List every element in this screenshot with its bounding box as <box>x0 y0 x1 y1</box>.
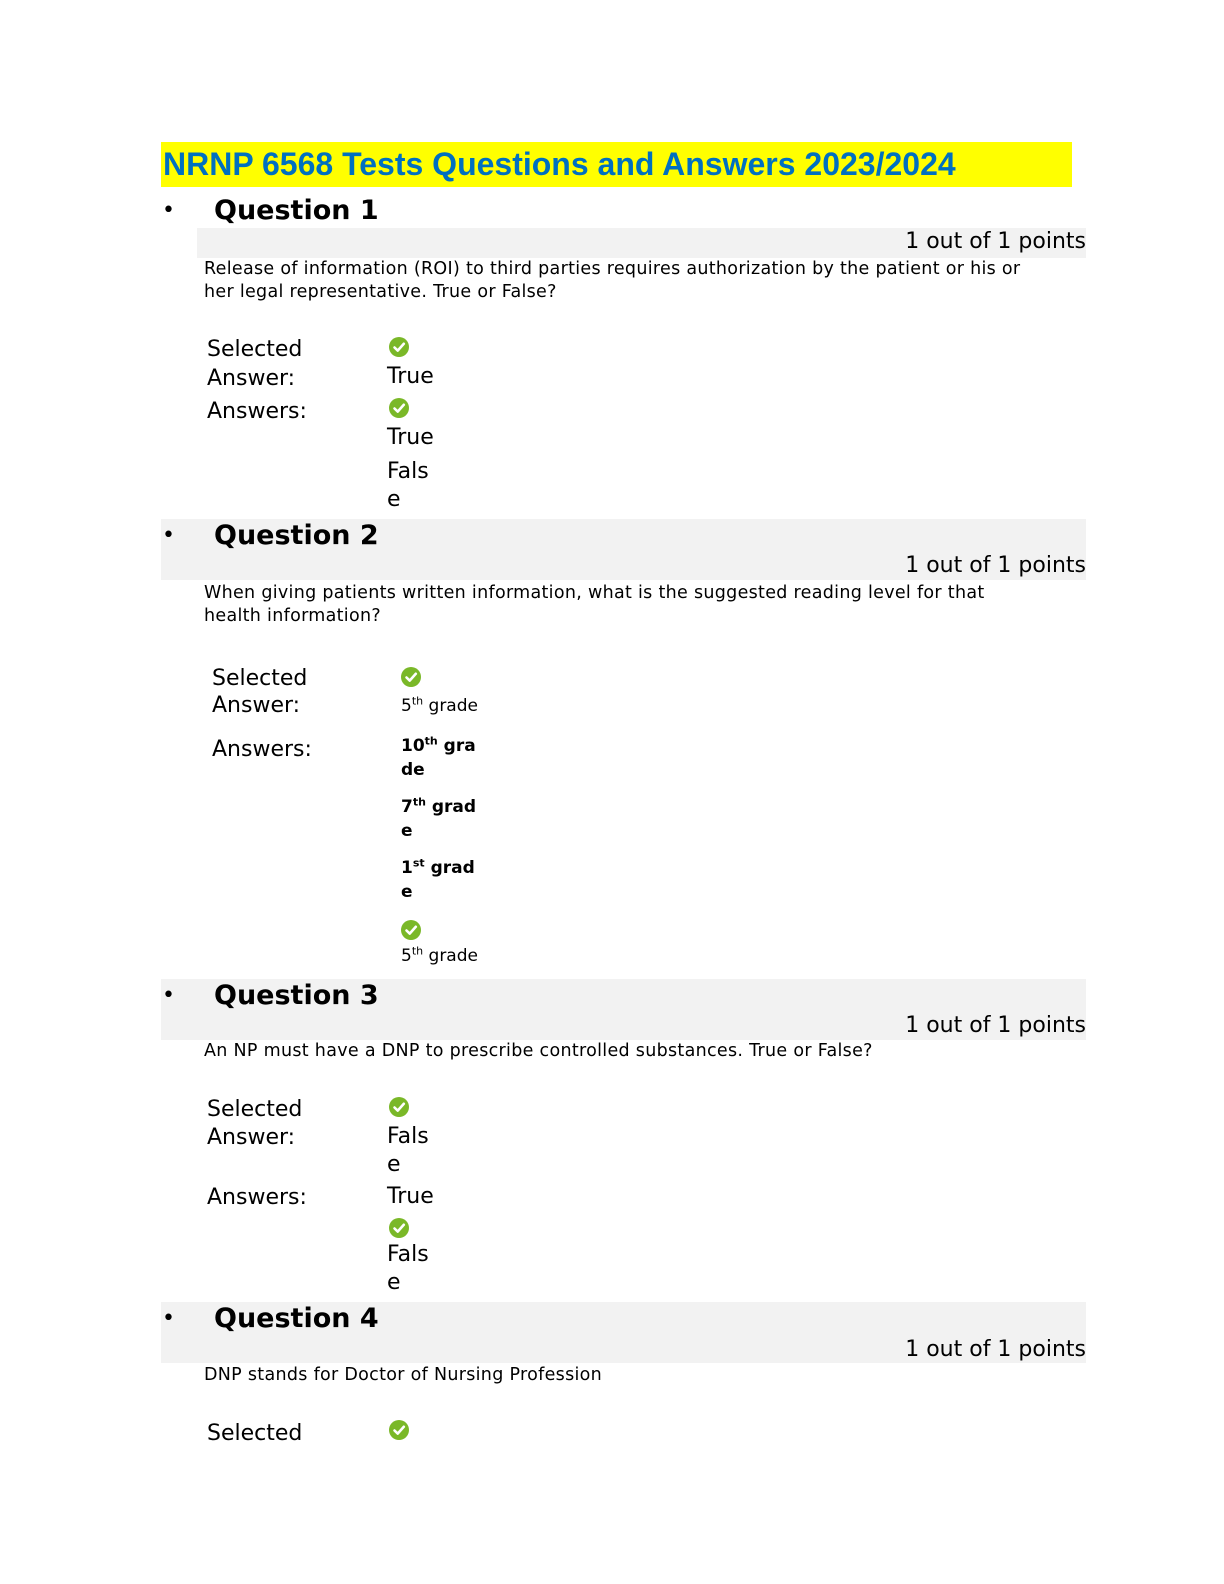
selected-answer-value-wrap: e <box>387 1152 401 1177</box>
points-score: 1 out of 1 points <box>905 553 1086 578</box>
answer-option-wrap: e <box>387 487 401 512</box>
points-score: 1 out of 1 points <box>905 229 1086 254</box>
question-heading: Question 3 <box>214 980 379 1011</box>
bullet: • <box>162 198 175 223</box>
answer-option: True <box>387 425 434 450</box>
answers-label: Answers: <box>207 399 307 424</box>
points-score: 1 out of 1 points <box>905 1013 1086 1038</box>
check-circle-icon <box>389 1420 409 1440</box>
check-circle-icon <box>389 337 409 357</box>
answers-label: Answers: <box>212 737 312 762</box>
bullet: • <box>162 1306 175 1331</box>
check-circle-icon <box>389 1097 409 1117</box>
selected-answer-label: Answer: <box>207 1125 296 1150</box>
answer-option-wrap: e <box>401 882 413 902</box>
check-circle-icon <box>401 920 421 940</box>
bullet: • <box>162 523 175 548</box>
answer-option: 7th grad <box>401 795 477 817</box>
selected-answer-label: Selected <box>212 666 308 691</box>
answer-option-wrap: de <box>401 760 425 780</box>
selected-answer-label: Selected <box>207 337 303 362</box>
question-text-line: DNP stands for Doctor of Nursing Profession <box>204 1365 603 1385</box>
selected-answer-label: Selected <box>207 1097 303 1122</box>
answer-option-wrap: e <box>387 1270 401 1295</box>
bullet: • <box>162 983 175 1008</box>
question-heading: Question 1 <box>214 195 379 226</box>
selected-answer-value: 5th grade <box>401 694 478 716</box>
answer-option: True <box>387 1184 434 1209</box>
question-text-line: Release of information (ROI) to third parties requires authorization by the patient or his or <box>204 259 1021 279</box>
answer-option: Fals <box>387 459 429 484</box>
selected-answer-label: Answer: <box>207 366 296 391</box>
answer-option: Fals <box>387 1242 429 1267</box>
points-score: 1 out of 1 points <box>905 1337 1086 1362</box>
answer-option: 1st grad <box>401 856 475 878</box>
selected-answer-value: Fals <box>387 1124 429 1149</box>
check-circle-icon <box>389 398 409 418</box>
question-text-line: health information? <box>204 606 381 626</box>
selected-answer-value: True <box>387 364 434 389</box>
selected-answer-label: Answer: <box>212 693 301 718</box>
check-circle-icon <box>389 1218 409 1238</box>
question-text-line: her legal representative. True or False? <box>204 282 557 302</box>
question-heading: Question 2 <box>214 520 379 551</box>
check-circle-icon <box>401 667 421 687</box>
answer-option-wrap: e <box>401 821 413 841</box>
answer-option: 10th gra <box>401 734 476 756</box>
question-text-line: When giving patients written information, what is the suggested reading level for that <box>204 583 985 603</box>
question-text-line: An NP must have a DNP to prescribe controlled substances. True or False? <box>204 1041 873 1061</box>
question-heading: Question 4 <box>214 1303 379 1334</box>
answers-label: Answers: <box>207 1185 307 1210</box>
selected-answer-label: Selected <box>207 1421 303 1446</box>
answer-option: 5th grade <box>401 944 478 966</box>
document-title: NRNP 6568 Tests Questions and Answers 2023/2024 <box>161 142 1072 187</box>
